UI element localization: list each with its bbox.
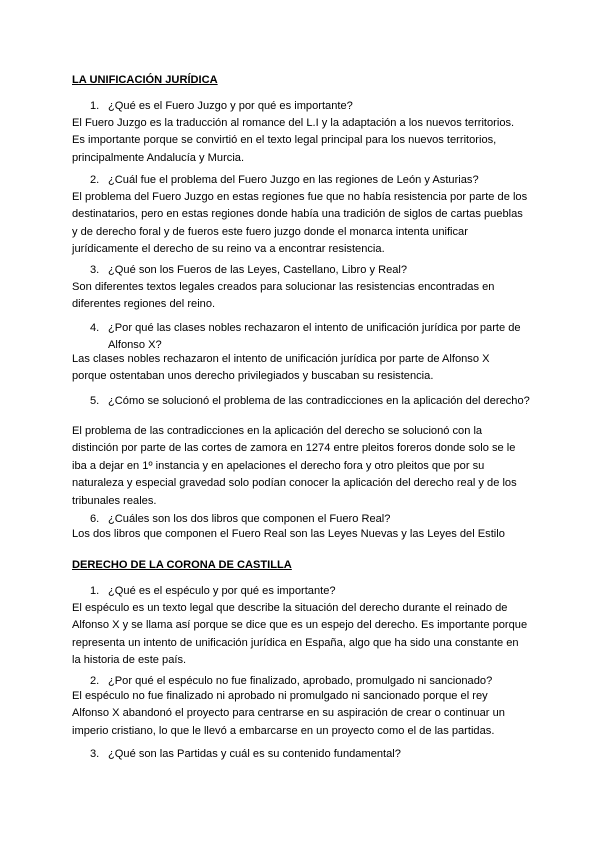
- answer-line: Son diferentes textos legales creados para solucionar las resistencias encontradas en: [72, 281, 495, 293]
- question-number: 5.: [90, 395, 100, 407]
- answer-line: Alfonso X abandonó el proyecto para centrarse en su aspiración de crear o continuar un: [72, 707, 505, 720]
- question-number: 3.: [90, 748, 100, 760]
- answer-line: la historia de este país.: [72, 654, 187, 667]
- question-text: ¿Cuáles son los dos libros que componen el Fuero Real?: [108, 513, 391, 525]
- answer-line: El problema de las contradicciones en la aplicación del derecho se solucionó con la: [72, 425, 483, 437]
- question-number: 6.: [90, 513, 100, 525]
- answer-line: tribunales reales.: [72, 494, 157, 507]
- answer-line: jurídicamente el derecho de su reino va a encontrar resistencia.: [72, 243, 385, 256]
- answer-line: Las clases nobles rechazaron el intento de unificación jurídica por parte de Alfonso X: [72, 353, 490, 365]
- answer-line: El problema del Fuero Juzgo en estas regiones fue que no había resistencia por parte de los: [72, 191, 528, 203]
- answer-line: principalmente Andalucía y Murcia.: [72, 151, 245, 164]
- section-title-unificacion: LA UNIFICACIÓN JURÍDICA: [72, 74, 218, 86]
- question-text: ¿Cuál fue el problema del Fuero Juzgo en las regiones de León y Asturias?: [108, 174, 479, 186]
- answer-line: destinatarios, pero en estas regiones donde había una tradición de siglos de cartas pueblas: [72, 208, 523, 221]
- question-text: ¿Por qué las clases nobles rechazaron el intento de unificación jurídica por parte de Alfonso X?: [108, 322, 521, 352]
- question-4: [90, 320, 530, 355]
- question-number: 1.: [90, 585, 100, 597]
- question-number: 2.: [90, 174, 100, 186]
- answer-line: El espéculo es un texto legal que describe la situación del derecho durante el reinado de: [72, 602, 508, 614]
- answer-line: El espéculo no fue finalizado ni aprobado ni promulgado ni sancionado porque el rey: [72, 690, 488, 702]
- question-number: 1.: [90, 100, 100, 112]
- question-1: [90, 98, 530, 115]
- question-number: 2.: [90, 675, 100, 687]
- answer-line: iba a dejar en 1º instancia y en apelaciones el derecho fora y otro pleitos que por su: [72, 459, 485, 472]
- answer-line: diferentes regiones del reino.: [72, 298, 216, 311]
- answer-4: [72, 351, 534, 386]
- question-number: 4.: [90, 322, 100, 334]
- answer-castilla-2: [72, 688, 534, 740]
- question-text: ¿Qué son los Fueros de las Leyes, Castellano, Libro y Real?: [108, 264, 408, 276]
- answer-line: Alfonso X y se llama así porque se dice que es un espejo del derecho. Es importante porque: [72, 619, 528, 632]
- question-text: ¿Por qué el espéculo no fue finalizado, aprobado, promulgado ni sancionado?: [108, 675, 493, 687]
- answer-2: [72, 189, 534, 259]
- answer-1: [72, 115, 534, 167]
- question-castilla-3: [90, 746, 530, 763]
- answer-line: representa un intento de unificación jurídica en España, algo que ha sido una constante en: [72, 636, 519, 649]
- answer-line: y de derecho foral y de fueros este fuero juzgo donde el monarca intenta unificar: [72, 225, 468, 238]
- answer-3: [72, 279, 534, 314]
- answer-line: porque ostentaban unos derecho privilegiados y buscaban su resistencia.: [72, 370, 434, 383]
- question-text: ¿Qué es el espéculo y por qué es importante?: [108, 585, 336, 597]
- question-text: ¿Qué son las Partidas y cuál es su contenido fundamental?: [108, 748, 401, 760]
- answer-castilla-1: [72, 600, 534, 670]
- question-castilla-1: [90, 583, 530, 600]
- answer-line: imperio cristiano, lo que le llevó a embarcarse en un proyecto como el de las partidas.: [72, 724, 495, 737]
- question-3: [90, 262, 530, 279]
- question-number: 3.: [90, 264, 100, 276]
- section-title-castilla: DERECHO DE LA CORONA DE CASTILLA: [72, 559, 292, 571]
- question-2: [90, 172, 530, 189]
- question-5: [90, 393, 530, 410]
- answer-6: [72, 526, 534, 543]
- answer-line: Los dos libros que componen el Fuero Real son las Leyes Nuevas y las Leyes del Estilo: [72, 528, 505, 540]
- answer-line: naturaleza y especial gravedad solo podían conocer la aplicación del derecho real y de los: [72, 477, 517, 490]
- answer-5: [72, 423, 534, 510]
- question-text: ¿Qué es el Fuero Juzgo y por qué es importante?: [108, 100, 353, 112]
- answer-line: distinción por parte de las cortes de zamora en 1274 entre pleitos foreros donde solo se le: [72, 442, 516, 455]
- question-text: ¿Cómo se solucionó el problema de las contradicciones en la aplicación del derecho?: [108, 395, 530, 407]
- answer-line: El Fuero Juzgo es la traducción al romance del L.I y la adaptación a los nuevos territorios.: [72, 117, 515, 129]
- answer-line: Es importante porque se convirtió en el texto legal principal para los nuevos territorios,: [72, 134, 497, 147]
